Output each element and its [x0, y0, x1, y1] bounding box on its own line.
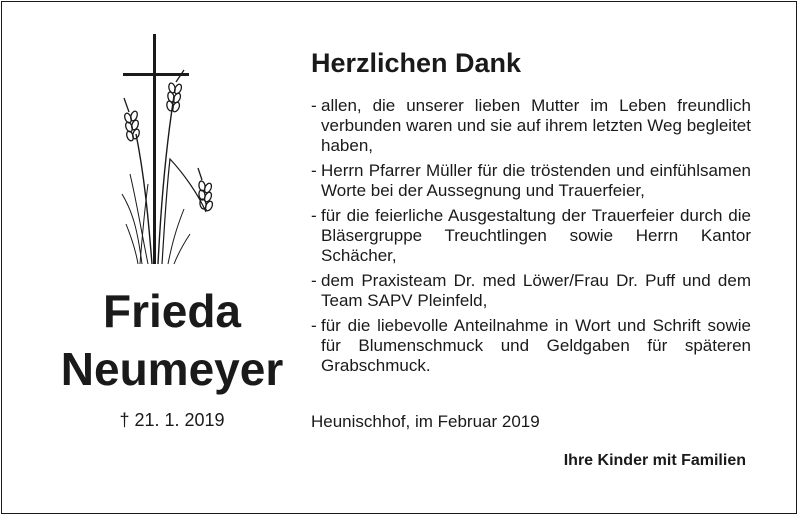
place-and-date: Heunischhof, im Februar 2019 — [311, 412, 540, 431]
deceased-last-name: Neumeyer — [60, 343, 284, 395]
list-item — [311, 96, 751, 156]
list-item — [311, 206, 751, 266]
list-item-text: allen, die unserer lieben Mutter im Leben freundlich verbunden waren und sie auf ihrem letzten Weg begleitet haben, — [321, 96, 751, 155]
deceased-first-name: Frieda — [102, 285, 242, 337]
list-item-text: dem Praxisteam Dr. med Löwer/Frau Dr. Puff und dem Team SAPV Pleinfeld, — [321, 271, 751, 310]
list-dash: - — [311, 206, 317, 225]
cross-with-wheat-icon — [118, 34, 222, 266]
thanks-list — [311, 96, 751, 381]
list-item-text: Herrn Pfarrer Müller für die tröstenden und einfühlsamen Worte bei der Aussegnung und Trauerfeier, — [321, 161, 751, 200]
death-date: † 21. 1. 2019 — [119, 410, 225, 430]
list-dash: - — [311, 316, 317, 335]
list-dash: - — [311, 271, 317, 290]
list-item — [311, 316, 751, 376]
thanks-heading: Herzlichen Dank — [311, 48, 522, 78]
signature: Ihre Kinder mit Familien — [563, 452, 746, 469]
list-item — [311, 271, 751, 311]
list-dash: - — [311, 161, 317, 180]
list-item-text: für die feierliche Ausgestaltung der Trauerfeier durch die Bläsergruppe Treuchtlingen sowie Herrn Kantor Schächer, — [321, 206, 751, 265]
list-dash: - — [311, 96, 317, 115]
list-item — [311, 161, 751, 201]
list-item-text: für die liebevolle Anteilnahme in Wort und Schrift sowie für Blumenschmuck und Geldgaben für späteren Grabschmuck. — [321, 316, 751, 375]
